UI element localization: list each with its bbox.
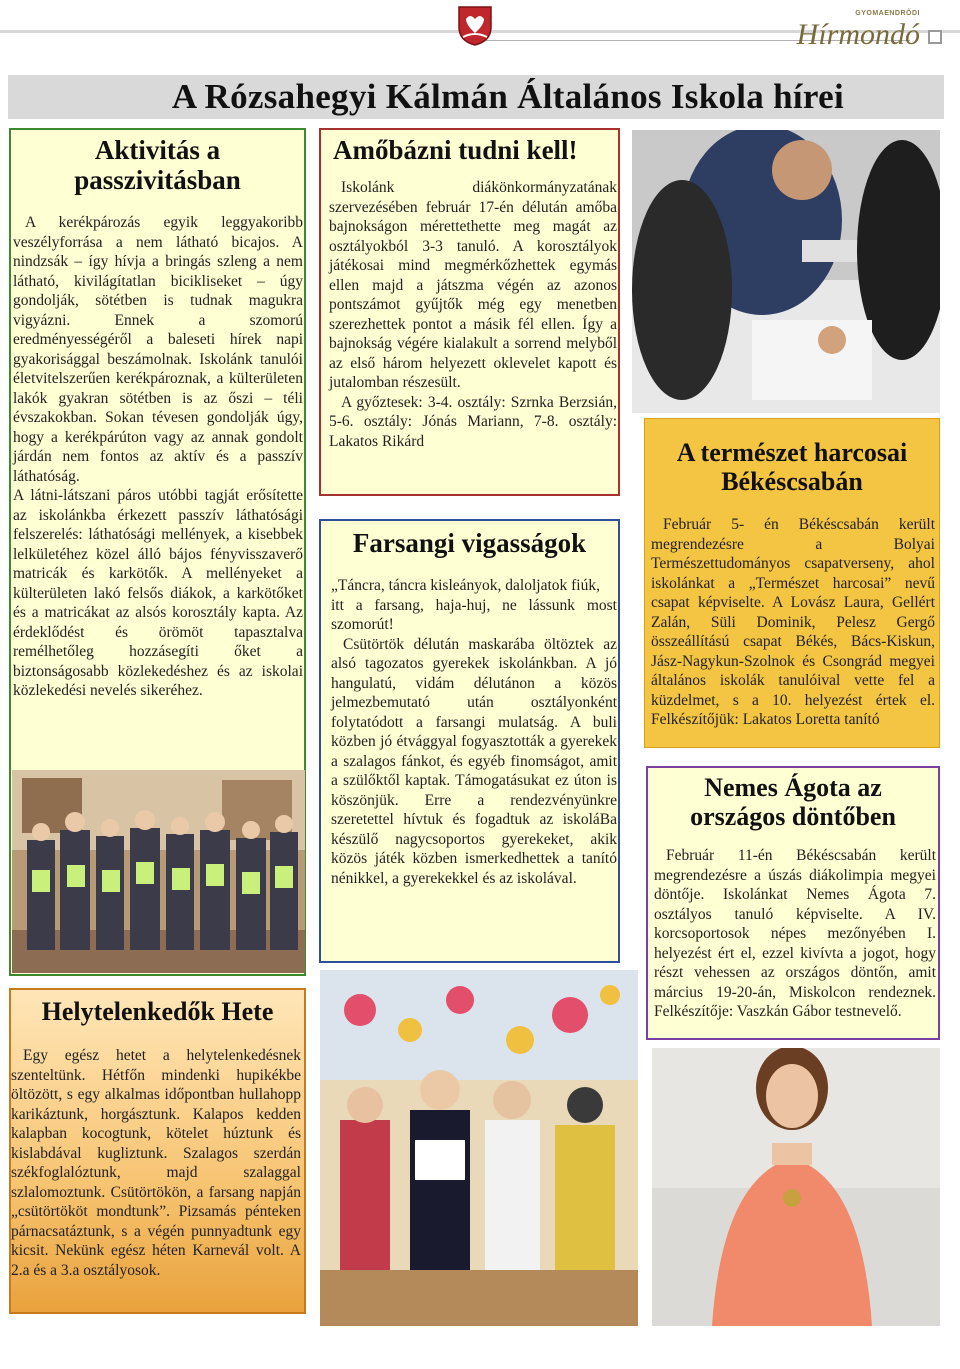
article-aktivitas-body: [13, 213, 303, 701]
article-farsang-body: [331, 576, 617, 888]
article-farsang: [319, 519, 620, 963]
article-nemes: [646, 766, 940, 1040]
article-amoba-body: [329, 178, 617, 451]
article-farsang-title: Farsangi vigasságok: [352, 528, 587, 558]
article-paragraph: Február 11-én Békéscsabán került megrendezésre a úszás diákolimpia megyei döntője. Iskolánkat Nemes Ágota 7. osztályos tanuló képviselte. A IV. korcsoportosok népes mezőnyében I. helyezést ért el, ezzel kivívta a jogot, hogy részt vehessen az országos döntőn, amit március 19-20-án, Miskolcon rendeznek. Felkészítője: Vaszkán Gábor testnevelő.: [654, 847, 936, 1020]
page-marker-icon: [928, 30, 942, 44]
article-helytelen: [9, 988, 306, 1314]
article-aktivitas: [9, 128, 306, 976]
page-title-bar: [8, 75, 944, 119]
masthead-sub: GYOMAENDRŐDI: [855, 10, 920, 17]
article-termeszet-body: [651, 515, 935, 730]
article-helytelen-body: [11, 1046, 301, 1280]
article-paragraph: Csütörtök délután maskarába öltöztek az alsó tagozatos gyerekek iskolánkban. A jó hangulatú, vidám délutánon a közös jelmezbemutató után osztályonként folytatódott a farsangi mulatság. A buli közben jó étvággyal fogyasztották a gyerekek a szalagos fánkot, és egyéb finomságot, amit a szülőktől kaptak. Támogatásukat ez úton is köszönjük. Erre a rendezvényünkre szeretettel hívtuk és fogadtuk az iskoláBa készülő nagycsoportos gyerekeket, akik közös játék közben ismerkedhettek a tanító nénikkel, a gyerekekkel és az iskolával.: [331, 635, 617, 887]
article-nemes-title: Nemes Ágota az országos döntőben: [690, 773, 896, 831]
article-aktivitas-title: Aktivitás a passzivitásban: [74, 135, 241, 195]
masthead-name: Hírmondó: [796, 18, 920, 51]
article-termeszet-frame: [644, 418, 940, 748]
article-amoba-title: Amőbázni tudni kell!: [333, 135, 578, 165]
article-paragraph: itt a farsang, haja-huj, ne lássunk most szomorút!: [331, 596, 617, 633]
carnival-kids-photo: [320, 970, 638, 1326]
students-playing-photo: [632, 130, 940, 413]
article-termeszet-title: A természet harcosai Békéscsabán: [676, 438, 908, 496]
page-title: A Rózsahegyi Kálmán Általános Iskola hírei: [171, 77, 844, 116]
town-crest-icon: [455, 3, 495, 47]
masthead-logo: [760, 10, 920, 50]
swimmer-girl-photo: [652, 1048, 940, 1326]
article-paragraph: A látni-látszani páros utóbbi tagját erősítette az iskolánkba érkezett passzív láthatósági felszerelés: láthatósági mellények, a kisebbek lelkületéhez közel álló bájos fényvisszaverő matricák és karkötők. A mellényeket a külterületen lakó felsős diákok, a karkötőket és a matricákat az alsós korosztály kapta. Az érdeklődést és örömöt tapasztalva remélhetőleg hozzásegíti őket a biztonságosabb közlekedéshez és az iskolai közlekedési nevelés sikeréhez.: [13, 487, 303, 699]
article-paragraph: Február 5- én Békéscsabán került megrendezésre a Bolyai Természettudományos csapatverseny, ahol iskolánkat a „Természet harcosai” nevű csapat képviselte. A Lovász Laura, Gellért Zalán, Süli Dominik, Pelesz Gergő összeállítású csapat Békés, Bács-Kiskun, Jász-Nagykun-Szolnok és Csongrád megyei általános iskolák tanulóival vette fel a küzdelmet, s a 10. helyezést értek el. Felkészítőjük: Lakatos Loretta tanító: [651, 516, 935, 728]
kids-vests-photo: [12, 770, 305, 973]
article-paragraph: Iskolánk diákönkormányzatának szervezésében február 17-én délután amőba bajnokságon mérettethette meg magát az osztályokból 3-3 tanuló. A korosztályok játékosai mind megmérkőzhettek egymás ellen majd a játszma végén az azonos pontszámot gyűjtők még egy menetben szerezhettek pontot a másik fél ellen. Így a bajnokság végére kialakult a sorrend melyből az első három helyezett oklevelet kapott és jutalomban részesült.: [329, 179, 617, 391]
article-paragraph: „Táncra, táncra kisleányok, daloljatok fiúk,: [331, 577, 600, 594]
article-paragraph: Egy egész hetet a helytelenkedésnek szenteltünk. Hétfőn mindenki hupikékbe öltözött, s egy alkalmas időpontban hullahopp karikáztunk, horgásztunk. Kalapos kedden kalapban kocogtunk, kötelet húztunk és kislabdával kugliztunk. Szalagos szerdán székfoglalóztunk, majd szalaggal szlalomoztunk. Csütörtökön, a farsang napján „csütörtököt mondtunk”. Pizsamás pénteken párnacsatáztunk, s a végén punnyadtunk egy kicsit. Nekünk egész héten Karnevál volt. A 2.a és a 3.a osztályosok.: [11, 1047, 301, 1279]
article-helytelen-title: Helytelenkedők Hete: [41, 997, 274, 1026]
article-nemes-body: [654, 846, 936, 1022]
article-paragraph: A győztesek: 3-4. osztály: Szrnka Berzsián, 5-6. osztály: Jónás Mariann, 7-8. osztály: Lakatos Rikárd: [329, 393, 617, 450]
article-paragraph: A kerékpározás egyik leggyakoribb veszélyforrása a nem látható bicajos. A nindzsák – így hívja a bringás szleng a nem látható, kivilágítatlan bicikliseket – úgy gondolják, sötétben is tudnak magukra vigyázni. Ennek a szomorú eredményességéről a baleseti hírek napi gyakorisággal beszámolnak. Iskolánk tanulói életvitelszerűen kerékpároznak, a külterületen lakók gyakran sötétben is az őszi – téli évszakokban. Sokan tévesen gondolják úgy, hogy a kerékpárúton vagy az annak gondolt járdán nem fontos az aktív és a passzív láthatóság.: [13, 214, 303, 485]
article-amoba: [319, 128, 620, 496]
